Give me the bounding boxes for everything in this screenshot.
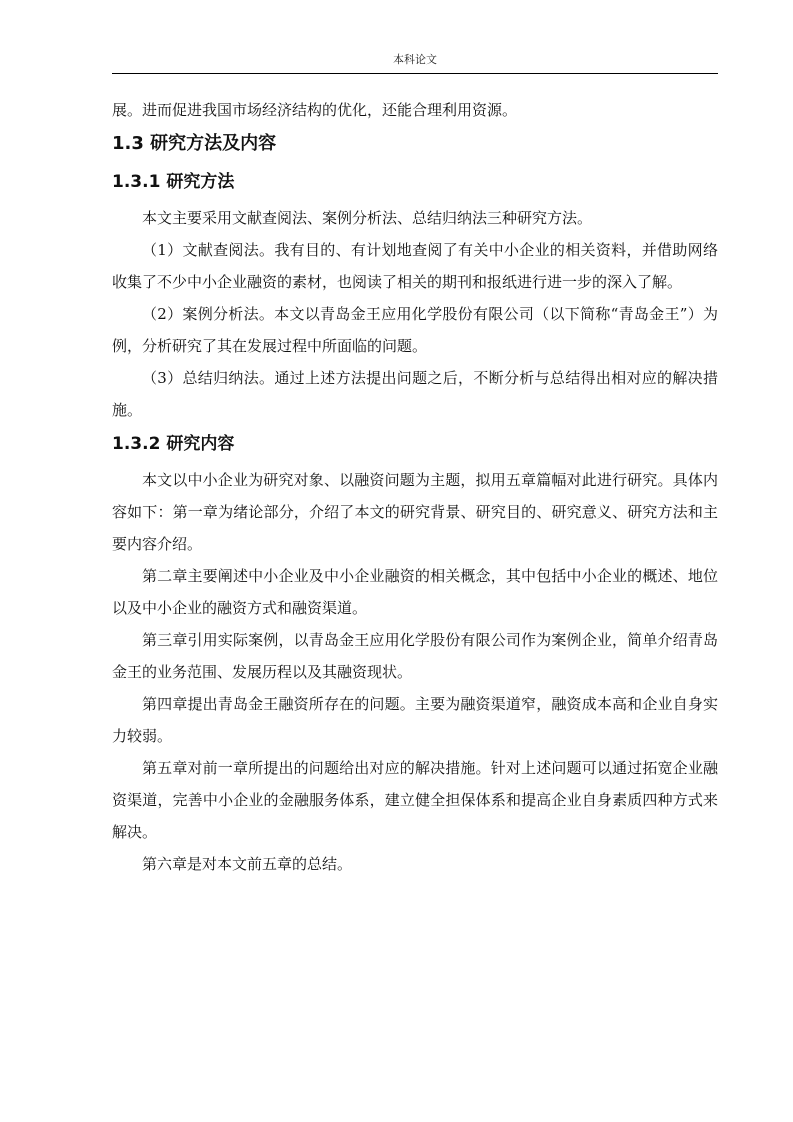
page-header: 本科论文 (393, 53, 437, 66)
section-heading-1-3: 1.3 研究方法及内容 (112, 133, 277, 154)
content-paragraph-chapter-4: 第四章提出青岛金王融资所存在的问题。主要为融资渠道窄，融资成本高和企业自身实力较弱。 (112, 695, 718, 745)
section-heading-1-3-1: 1.3.1 研究方法 (112, 172, 235, 192)
section-heading-1-3-2: 1.3.2 研究内容 (112, 434, 235, 454)
content-paragraph-chapter-3: 第三章引用实际案例，以青岛金王应用化学股份有限公司作为案例企业，简单介绍青岛金王的业务范围、发展历程以及其融资现状。 (112, 631, 718, 681)
continuation-paragraph: 展。进而促进我国市场经济结构的优化，还能合理利用资源。 (112, 101, 518, 119)
header-rule (112, 73, 718, 74)
methods-intro-paragraph: 本文主要采用文献查阅法、案例分析法、总结归纳法三种研究方法。 (142, 209, 593, 227)
method-paragraph-case-study: （2）案例分析法。本文以青岛金王应用化学股份有限公司（以下简称“青岛金王”）为例，分析研究了其在发展过程中所面临的问题。 (112, 305, 718, 355)
page-content (112, 94, 718, 880)
content-paragraph-chapter-5: 第五章对前一章所提出的问题给出对应的解决措施。针对上述问题可以通过拓宽企业融资渠道，完善中小企业的金融服务体系，建立健全担保体系和提高企业自身素质四种方式来解决。 (112, 759, 718, 841)
content-paragraph-chapter-2: 第二章主要阐述中小企业及中小企业融资的相关概念，其中包括中小企业的概述、地位以及中小企业的融资方式和融资渠道。 (112, 567, 718, 617)
content-paragraph-chapter-6: 第六章是对本文前五章的总结。 (142, 855, 353, 873)
method-paragraph-summary: （3）总结归纳法。通过上述方法提出问题之后，不断分析与总结得出相对应的解决措施。 (112, 369, 718, 419)
method-paragraph-literature: （1）文献查阅法。我有目的、有计划地查阅了有关中小企业的相关资料，并借助网络收集了不少中小企业融资的素材，也阅读了相关的期刊和报纸进行进一步的深入了解。 (112, 241, 718, 291)
content-paragraph-overview: 本文以中小企业为研究对象、以融资问题为主题，拟用五章篇幅对此进行研究。具体内容如下：第一章为绪论部分，介绍了本文的研究背景、研究目的、研究意义、研究方法和主要内容介绍。 (112, 471, 718, 553)
